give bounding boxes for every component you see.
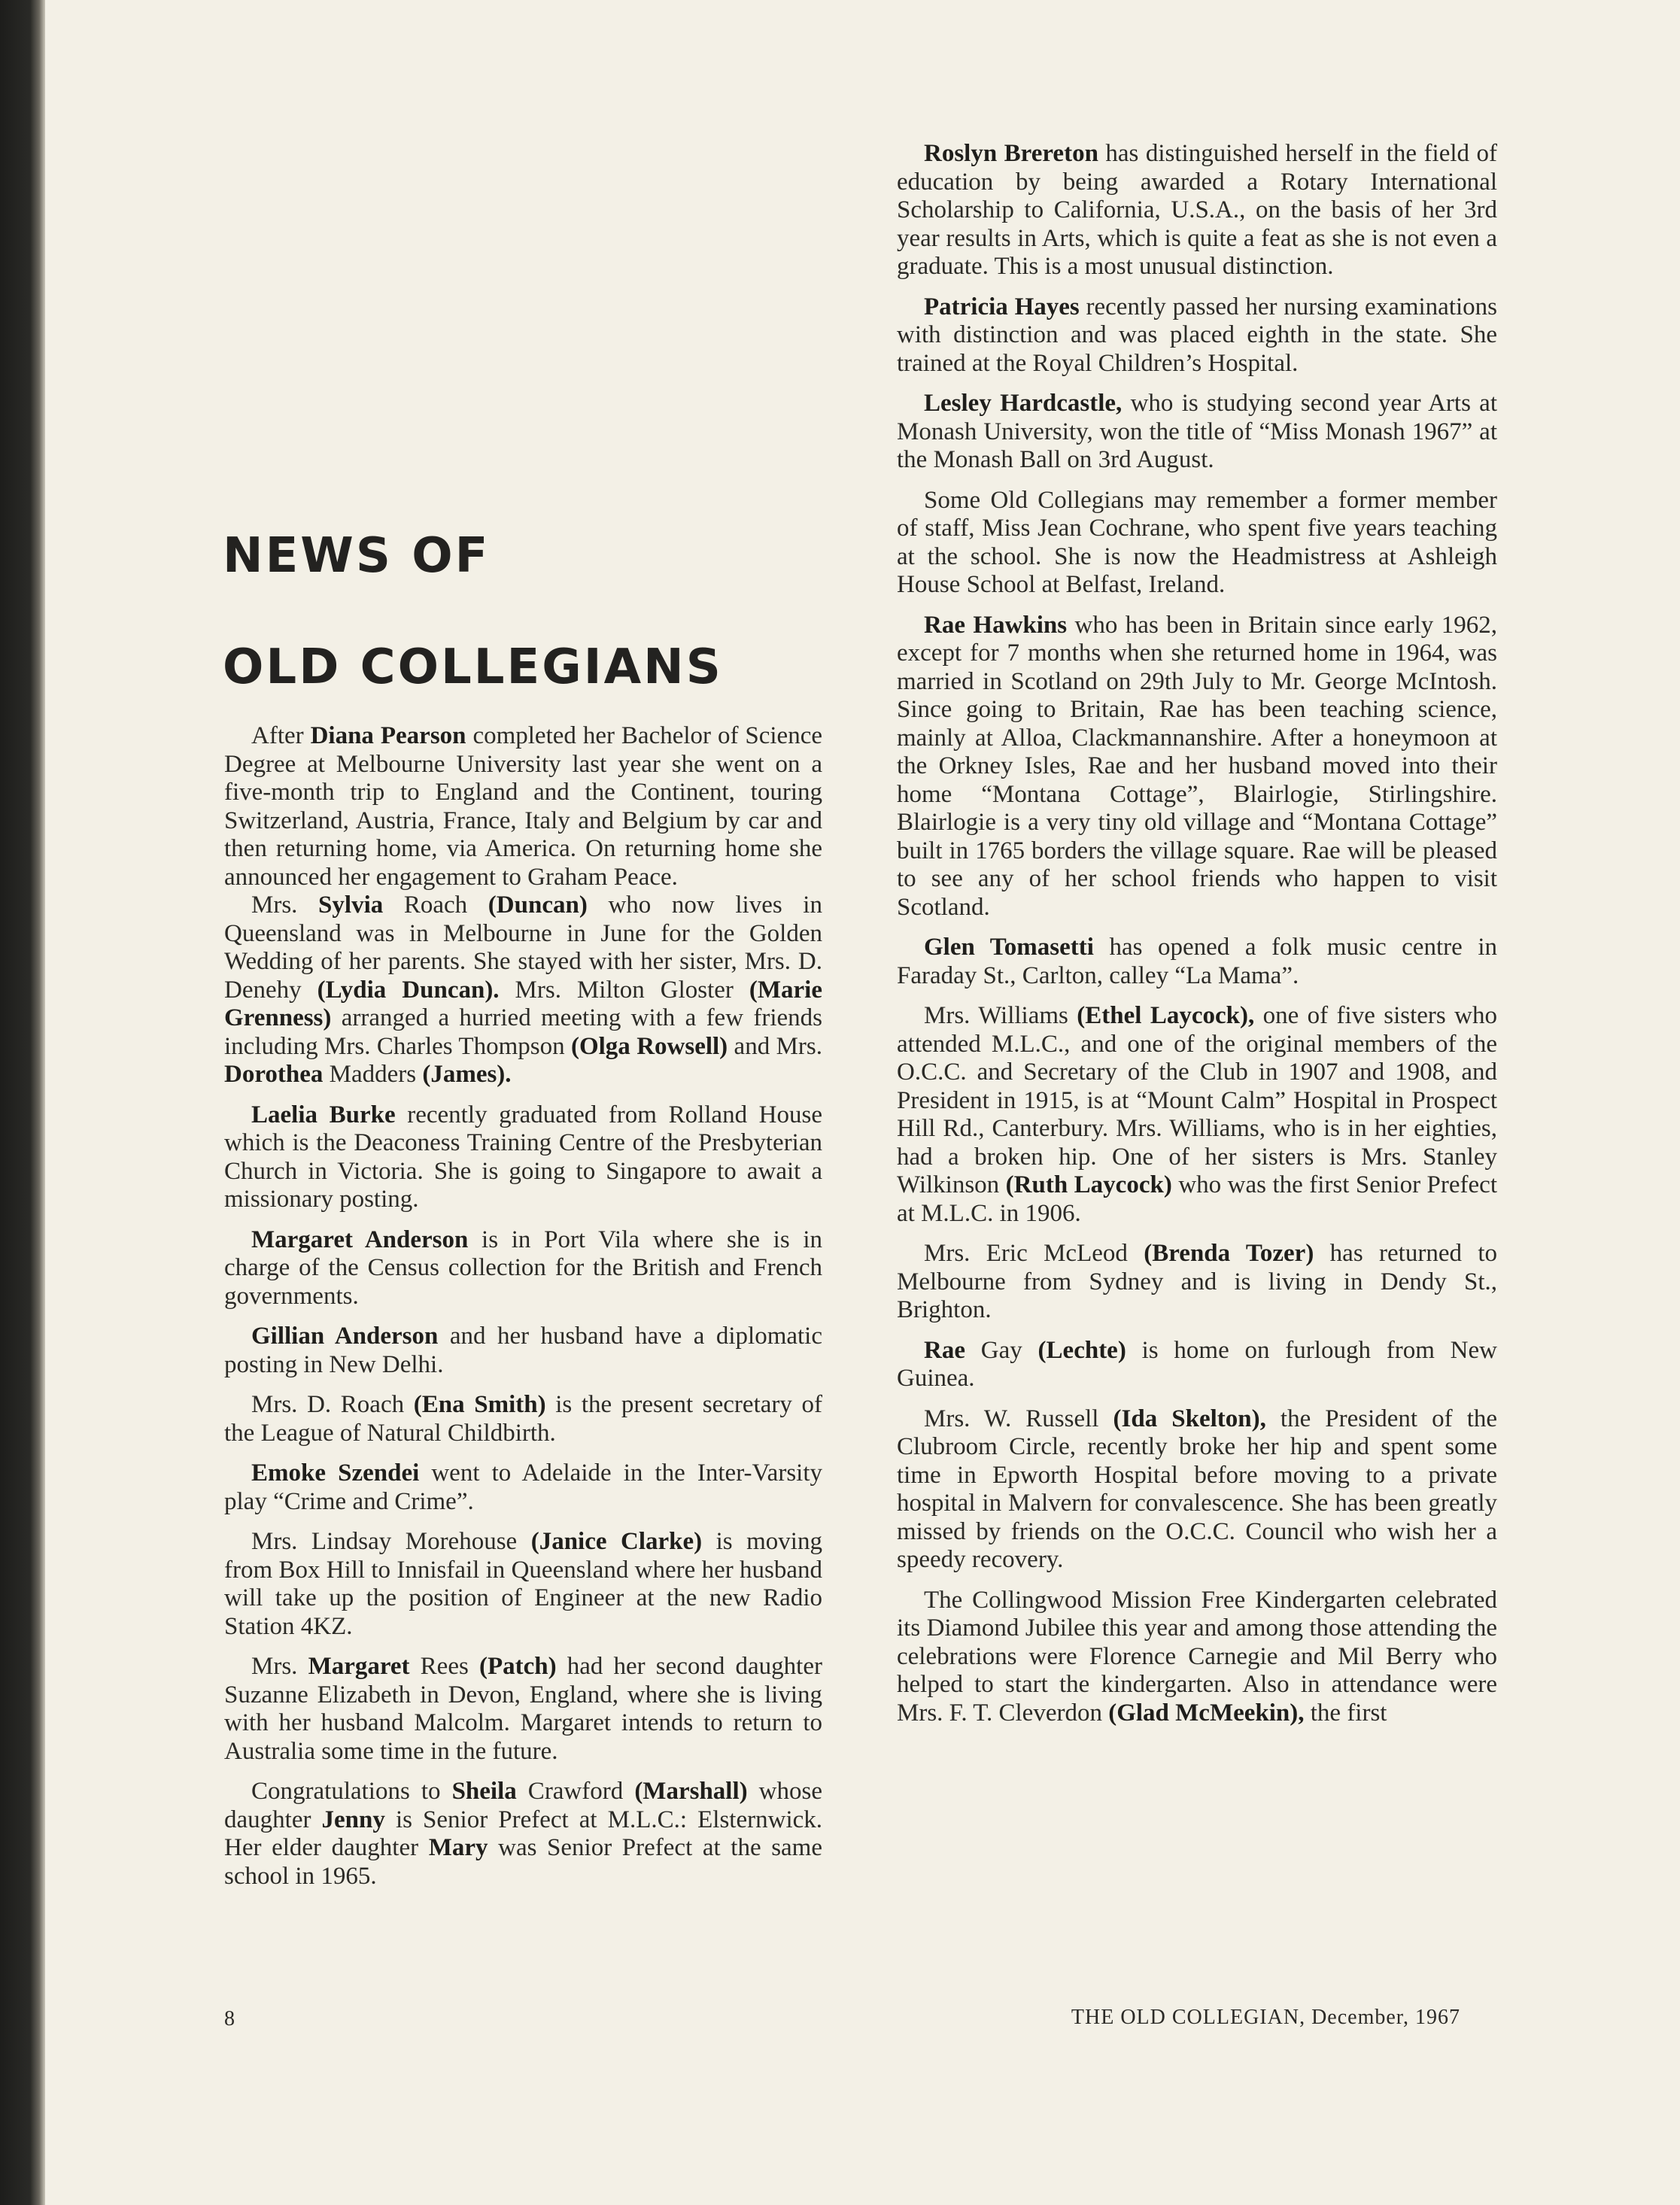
collegian-name: (Ethel Laycock),	[1077, 1002, 1255, 1029]
collegian-name: Sheila	[451, 1778, 517, 1805]
paragraph-text: Mrs.	[251, 891, 319, 919]
news-paragraph	[897, 1240, 1497, 1325]
collegian-name: Rae	[924, 1336, 965, 1364]
collegian-name: Roslyn Brereton	[924, 140, 1098, 167]
news-paragraph	[897, 140, 1497, 281]
paragraph-text: has opened a folk music centre in Faraday St., Carlton, calley “La Mama”.	[897, 934, 1497, 989]
paragraph-text: Rees	[409, 1653, 479, 1680]
news-paragraph	[897, 293, 1497, 378]
news-paragraph	[897, 1587, 1497, 1728]
paragraph-text: Mrs. Milton Gloster	[499, 976, 749, 1004]
paragraph-text: is home on furlough from New Guinea.	[897, 1336, 1497, 1392]
collegian-name: (Ena Smith)	[413, 1391, 546, 1418]
paragraph-text: is Senior Prefect at M.L.C.: Elsternwick. Her elder daughter	[224, 1806, 823, 1861]
publication-footer: THE OLD COLLEGIAN, December, 1967	[1071, 2006, 1460, 2029]
collegian-name: Lesley Hardcastle,	[924, 390, 1123, 417]
paragraph-text: was Senior Prefect at the same school in 1965.	[224, 1834, 823, 1890]
paragraph-text: Gay	[965, 1336, 1038, 1364]
paragraph-text: and Mrs.	[728, 1032, 823, 1060]
paragraph-text: whose daughter	[224, 1778, 822, 1833]
collegian-name: (James).	[422, 1061, 512, 1088]
news-paragraph	[897, 1337, 1497, 1393]
collegian-name: Mary	[428, 1834, 488, 1861]
collegian-name: Laelia Burke	[251, 1101, 396, 1128]
collegian-name: (Ruth Laycock)	[1005, 1171, 1172, 1198]
paragraph-text: Mrs. Lindsay Morehouse	[251, 1528, 531, 1555]
collegian-name: (Lechte)	[1037, 1336, 1126, 1364]
collegian-name: (Patch)	[478, 1653, 557, 1680]
paragraph-text: the President of the Clubroom Circle, recently broke her hip and spent some time in Epworth Hospital before moving to a private hospital in Malvern for convalescence. She has been greatly missed by friends on the O.C.C. Council who wish her a speedy recovery.	[897, 1405, 1498, 1573]
news-paragraph	[897, 1002, 1497, 1228]
collegian-name: Glen Tomasetti	[924, 934, 1094, 961]
collegian-name: Gillian Anderson	[251, 1323, 439, 1350]
right-column	[897, 140, 1497, 1739]
paragraph-text: Mrs. Williams	[924, 1002, 1077, 1029]
collegian-name: Margaret Anderson	[251, 1226, 469, 1253]
page-number: 8	[224, 2007, 235, 2030]
collegian-name: Sylvia	[318, 891, 384, 919]
news-paragraph	[897, 612, 1497, 922]
paragraph-text: completed her Bachelor of Science Degree at Melbourne University last year she went on a five-month trip to England and the Continent, touring Switzerland, Austria, France, Italy and Belgium by car and then returning home, via America. On returning home she announced her engagement to Graham Peace.	[224, 722, 822, 891]
collegian-name: Dorothea	[224, 1061, 324, 1088]
paragraph-text: the first	[1304, 1699, 1387, 1727]
collegian-name: Jenny	[321, 1806, 385, 1833]
news-paragraph	[224, 1653, 822, 1766]
paragraph-text: has distinguished herself in the field of education by being awarded a Rotary International Scholarship to California, U.S.A., on the basis of her 3rd year results in Arts, which is quite a feat as she is not even a graduate. This is a most unusual distinction.	[897, 140, 1497, 280]
collegian-name: (Marie Grenness)	[224, 976, 822, 1031]
collegian-name: (Ida Skelton),	[1113, 1405, 1266, 1432]
paragraph-text: is moving from Box Hill to Innisfail in Queensland where her husband will take up the position of Engineer at the new Radio Station 4KZ.	[224, 1528, 822, 1640]
paragraph-text: has returned to Melbourne from Sydney and is living in Dendy St., Brighton.	[897, 1240, 1497, 1323]
paragraph-text: Mrs. W. Russell	[924, 1405, 1113, 1432]
news-paragraph	[224, 1459, 822, 1516]
paragraph-text: who was the first Senior Prefect at M.L.C. in 1906.	[897, 1171, 1497, 1227]
collegian-name: (Olga Rowsell)	[570, 1032, 728, 1060]
paragraph-text: recently passed her nursing examinations with distinction and was placed eighth in the state. She trained at the Royal Children’s Hospital.	[897, 293, 1498, 377]
paragraph-text: Roach	[383, 891, 488, 919]
paragraph-text: The Collingwood Mission Free Kindergarten celebrated its Diamond Jubilee this year and among those attending the celebrations were Florence Carnegie and Mil Berry who helped to start the kindergarten. Also in attendance were Mrs. F. T. Cleverdon	[897, 1586, 1497, 1727]
news-paragraph	[224, 1391, 822, 1447]
paragraph-text: who now lives in Queensland was in Melbourne in June for the Golden Wedding of her parents. She stayed with her sister, Mrs. D. Denehy	[224, 891, 822, 1004]
paragraph-text: Some Old Collegians may remember a former member of staff, Miss Jean Cochrane, who spent five years teaching at the school. She is now the Headmistress at Ashleigh House School at Belfast, Ireland.	[897, 486, 1497, 598]
news-paragraph	[224, 722, 822, 891]
left-column	[224, 722, 822, 1903]
news-paragraph	[897, 487, 1497, 600]
collegian-name: Rae Hawkins	[924, 611, 1068, 639]
paragraph-text: went to Adelaide in the Inter-Varsity play “Crime and Crime”.	[224, 1459, 823, 1515]
collegian-name: Margaret	[308, 1653, 410, 1680]
news-paragraph	[897, 390, 1497, 475]
paragraph-text: After	[251, 722, 311, 749]
news-paragraph	[224, 1778, 822, 1891]
book-binding-edge	[0, 0, 45, 2205]
news-paragraph	[224, 891, 822, 1089]
paragraph-text: Mrs. D. Roach	[251, 1391, 414, 1418]
paragraph-text: recently graduated from Rolland House which is the Deaconess Training Centre of the Presbyterian Church in Victoria. She is going to Singapore to await a missionary posting.	[224, 1101, 822, 1213]
collegian-name: (Janice Clarke)	[530, 1528, 703, 1555]
heading-line-1: NEWS OF	[223, 528, 491, 584]
paragraph-text: arranged a hurried meeting with a few friends including Mrs. Charles Thompson	[224, 1004, 822, 1060]
page-heading	[223, 500, 764, 723]
paragraph-text: is the present secretary of the League of Natural Childbirth.	[224, 1391, 823, 1447]
heading-line-2: OLD COLLEGIANS	[223, 639, 723, 695]
collegian-name: (Lydia Duncan).	[317, 976, 500, 1004]
collegian-name: Patricia Hayes	[924, 293, 1080, 320]
news-paragraph	[897, 934, 1497, 990]
news-paragraph	[224, 1323, 822, 1379]
paragraph-text: Congratulations to	[251, 1778, 452, 1805]
paragraph-text: who is studying second year Arts at Monash University, won the title of “Miss Monash 1967” at the Monash Ball on 3rd August.	[897, 390, 1497, 473]
collegian-name: Diana Pearson	[310, 722, 466, 749]
paragraph-text: Mrs.	[251, 1653, 308, 1680]
news-paragraph	[224, 1528, 822, 1641]
collegian-name: (Glad McMeekin),	[1108, 1699, 1305, 1727]
collegian-name: Emoke Szendei	[251, 1459, 420, 1487]
collegian-name: (Marshall)	[634, 1778, 748, 1805]
paragraph-text: one of five sisters who attended M.L.C., and one of the original members of the O.C.C. and Secretary of the Club in 1907 and 1908, and President in 1915, is at “Mount Calm” Hospital in Prospect Hill Rd., Canterbury. Mrs. Williams, who is in her eighties, had a broken hip. One of her sisters is Mrs. Stanley Wilkinson	[897, 1002, 1497, 1198]
paragraph-text: who has been in Britain since early 1962, except for 7 months when she returned home in 1964, was married in Scotland on 29th July to Mr. George McIntosh. Since going to Britain, Rae has been teaching science, mainly at Alloa, Clackmannanshire. After a honeymoon at the Orkney Isles, Rae and her husband moved into their home “Montana Cottage”, Blairlogie, Stirlingshire. Blairlogie is a very tiny old village and “Montana Cottage” built in 1765 borders the village square. Rae will be pleased to see any of her school friends who happen to visit Scotland.	[897, 611, 1497, 921]
news-paragraph	[224, 1226, 822, 1311]
paragraph-text: is in Port Vila where she is in charge of the Census collection for the British and French governments.	[224, 1226, 823, 1310]
paragraph-text: had her second daughter Suzanne Elizabeth in Devon, England, where she is living with her husband Malcolm. Margaret intends to return to Australia some time in the future.	[224, 1653, 822, 1765]
paragraph-text: Madders	[323, 1061, 423, 1088]
news-paragraph	[224, 1101, 822, 1214]
news-paragraph	[897, 1405, 1497, 1575]
paragraph-text: Mrs. Eric McLeod	[924, 1240, 1144, 1267]
paragraph-text: and her husband have a diplomatic posting in New Delhi.	[224, 1323, 822, 1378]
paragraph-text: Crawford	[516, 1778, 635, 1805]
collegian-name: (Duncan)	[488, 891, 588, 919]
collegian-name: (Brenda Tozer)	[1144, 1240, 1314, 1267]
